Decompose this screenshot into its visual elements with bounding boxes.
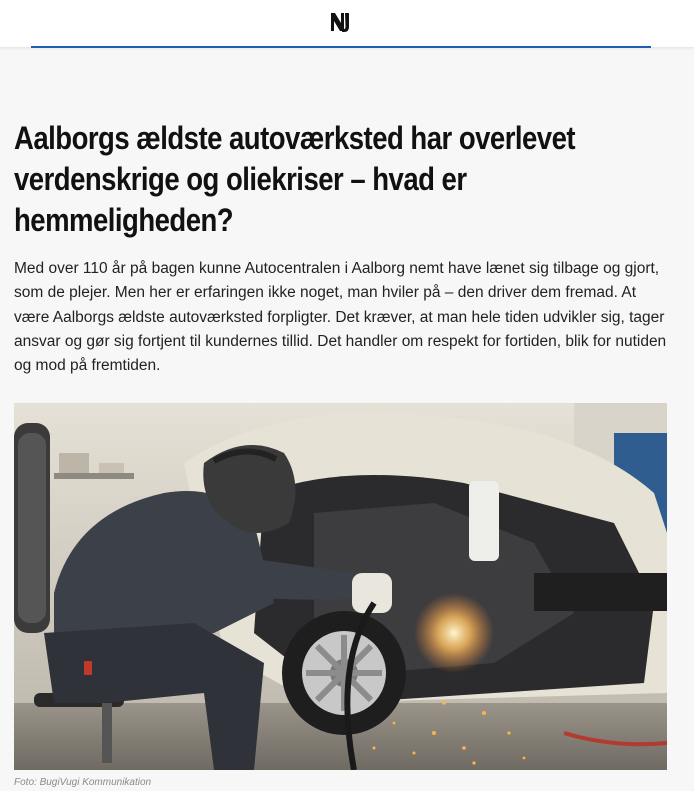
image-credit: Foto: BugiVugi Kommunikation [14, 777, 152, 788]
header-accent-line [31, 46, 651, 48]
welding-photo-illustration [14, 403, 667, 770]
article-hero-image[interactable] [14, 403, 667, 770]
nj-logo-icon[interactable] [329, 10, 353, 34]
article-headline: Aalborgs ældste autoværksted har overlevet verdenskrige og oliekriser – hvad er hemmeligheden? [14, 120, 576, 238]
article-lead: Med over 110 år på bagen kunne Autocentralen i Aalborg nemt have lænet sig tilbage og gjort, som de plejer. Men her er erfaringen ikke noget, man hviler på – den driver dem fremad. At være Aalborgs ældste autoværksted forpligter. Det kræver, at man hele tiden udvikler sig, tager ansvar og gør sig fortjent til kundernes tillid. Det handler om respekt for fortiden, blik for nutiden og mod på fremtiden. [14, 260, 667, 375]
site-header [0, 0, 694, 47]
